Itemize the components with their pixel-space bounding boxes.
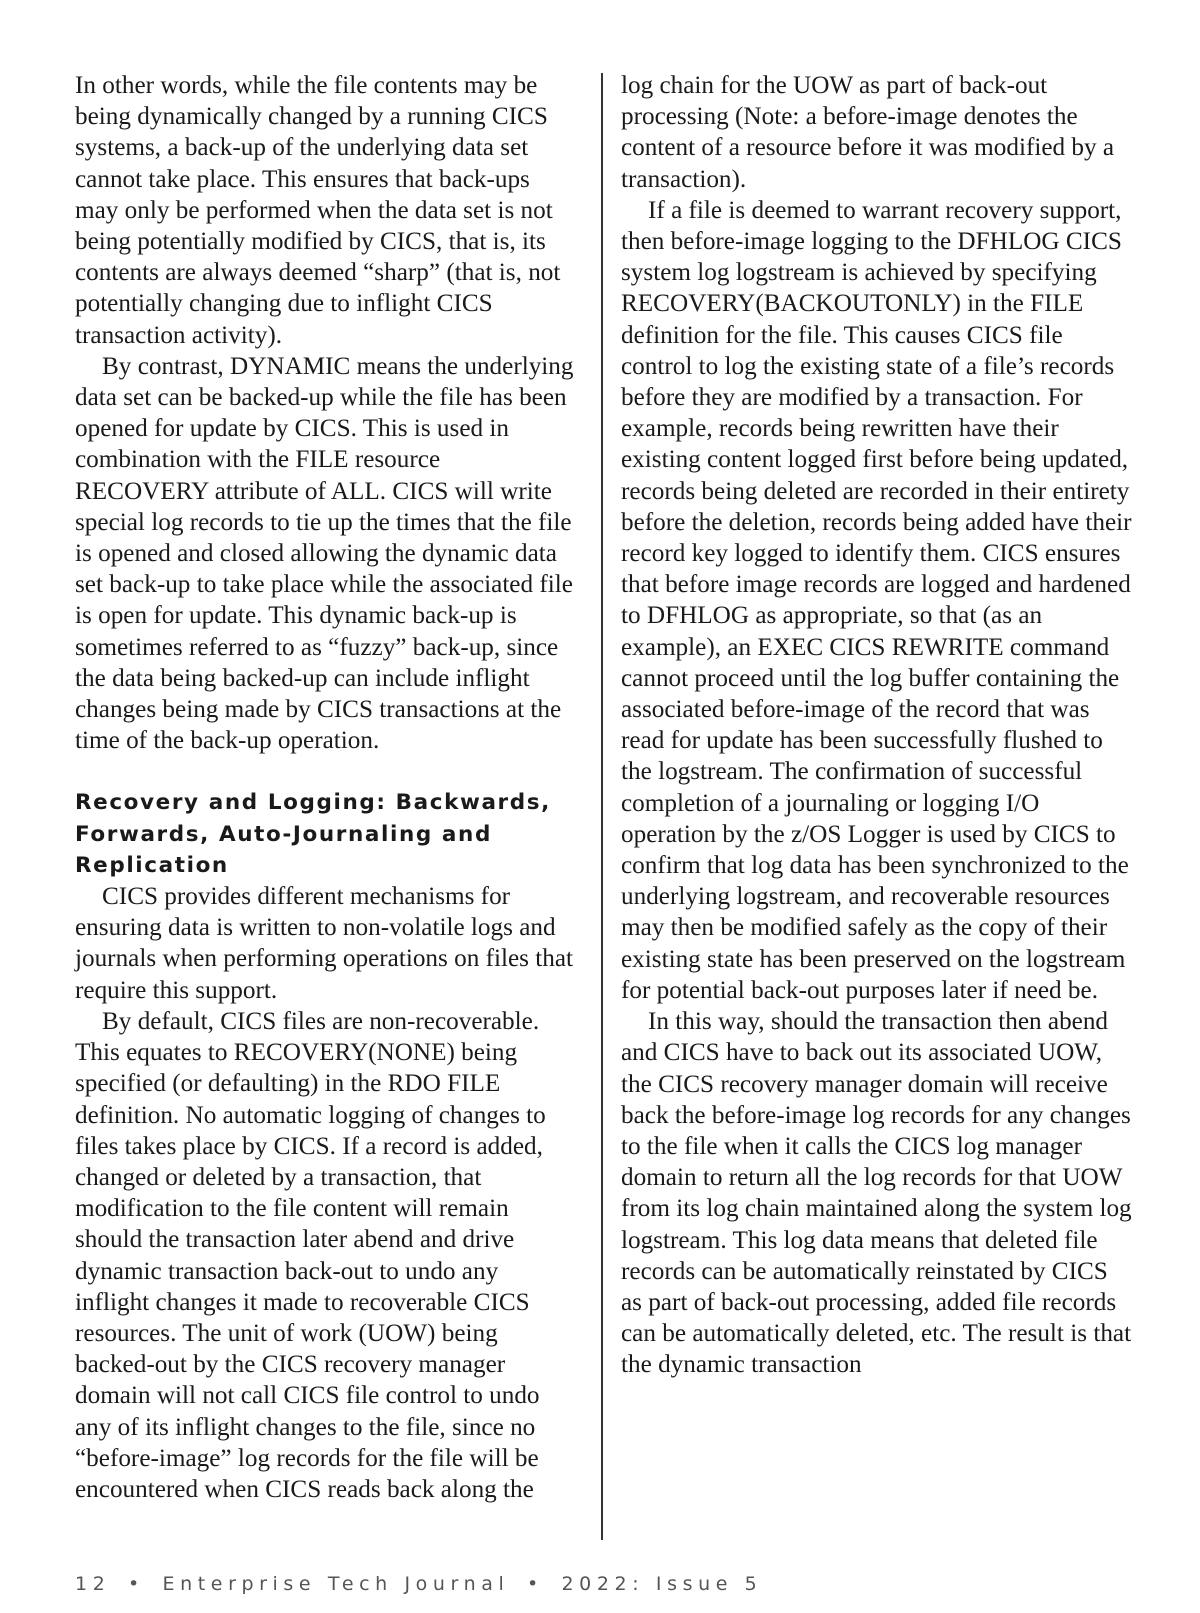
paragraph: By contrast, DYNAMIC means the underlying data set can be backed-up while the file has been opened for update by CICS. This is used in combination with the FILE resource RECOVERY attribute of ALL. CICS will write special log records to tie up the times that the file is opened and closed allowing the dynamic data set back-up to take place while the associated file is open for update. This dynamic back-up is sometimes referred to as “fuzzy” back-up, since the data being backed-up can include inflight changes being made by CICS transactions at the time of the back-up operation.	[75, 352, 574, 755]
paragraph: If a file is deemed to warrant recovery support, then before-image logging to the DFHLOG CICS system log logstream is achieved by specifying RECOVERY(BACKOUTONLY) in the FILE definition for the file. This causes CICS file control to log the existing state of a file’s records before they are modified by a transaction. For example, records being rewritten have their existing content logged first before being updated, records being deleted are recorded in their entirety before the deletion, records being added have their record key logged to identify them. CICS ensures that before image records are logged and hardened to DFHLOG as appropriate, so that (as an example), an EXEC CICS REWRITE command cannot proceed until the log buffer containing the associated before-image of the record that was read for update has been successfully flushed to the logstream. The confirmation of successful completion of a journaling or logging I/O operation by the z/OS Logger is used by CICS to confirm that log data has been synchronized to the underlying logstream, and recoverable resources may then be modified safely as the copy of their existing state has been preserved on the logstream for potential back-out purposes later if need be.	[621, 196, 1132, 1004]
bullet-separator: •	[128, 1573, 145, 1595]
left-column	[75, 70, 575, 1505]
publication-name: Enterprise Tech Journal	[162, 1573, 510, 1595]
paragraph: CICS provides different mechanisms for ensuring data is written to non-volatile logs and journals when performing operations on files that require this support.	[75, 883, 574, 1004]
paragraph: In other words, while the file contents may be being dynamically changed by a running CICS systems, a back-up of the underlying data set cannot take place. This ensures that back-ups may only be performed when the data set is not being potentially modified by CICS, that is, its contents are always deemed “sharp” (that is, not potentially changing due to inflight CICS transaction activity).	[75, 72, 561, 349]
paragraph: log chain for the UOW as part of back-out processing (Note: a before-image denotes the content of a resource before it was modified by a transaction).	[621, 72, 1115, 193]
page-number: 12	[75, 1573, 111, 1595]
right-column	[621, 70, 1133, 1381]
column-divider	[601, 73, 603, 1540]
page-footer	[75, 1573, 762, 1595]
section-heading: Recovery and Logging: Backwards, Forwards, Auto-Journaling and Replication	[75, 790, 551, 878]
issue-label: 2022: Issue 5	[561, 1573, 763, 1595]
paragraph: In this way, should the transaction then abend and CICS have to back out its associated UOW, the CICS recovery manager domain will receive back the before-image log records for any changes to the file when it calls the CICS log manager domain to return all the log records for that UOW from its log chain maintained along the system log logstream. This log data means that deleted file records can be automatically reinstated by CICS as part of back-out processing, added file records can be automatically deleted, etc. The result is that the dynamic transaction	[621, 1008, 1132, 1379]
paragraph: By default, CICS files are non-recoverable. This equates to RECOVERY(NONE) being specified (or defaulting) in the RDO FILE definition. No automatic logging of changes to files takes place by CICS. If a record is added, changed or deleted by a transaction, that modification to the file content will remain should the transaction later abend and drive dynamic transaction back-out to undo any inflight changes it made to recoverable CICS resources. The unit of work (UOW) being backed-out by the CICS recovery manager domain will not call CICS file control to undo any of its inflight changes to the file, since no “before-image” log records for the file will be encountered when CICS reads back along the	[75, 1007, 546, 1503]
bullet-separator: •	[527, 1573, 544, 1595]
